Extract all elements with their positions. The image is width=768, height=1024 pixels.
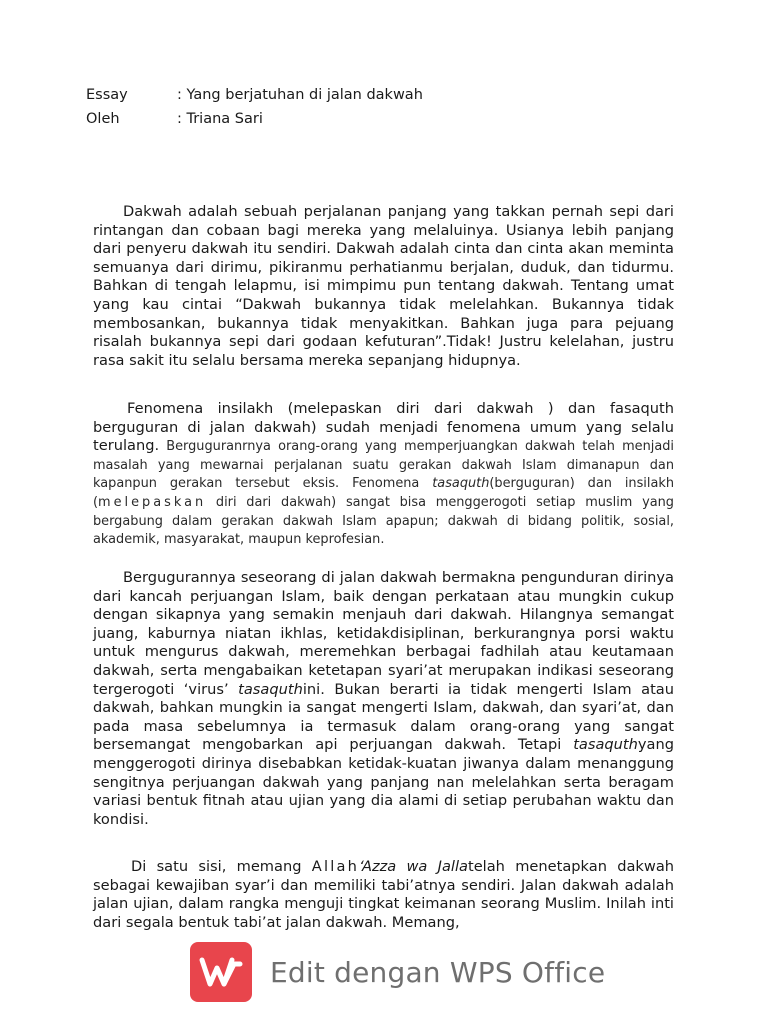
author-row <box>86 109 263 129</box>
paragraph-3 <box>93 569 674 829</box>
paragraph-2-run-3: diri dari dakwah) sangat bisa menggerogoti setiap muslim yang bergabung dalam gerakan dakwah Islam apapun; dakwah di bidang politik, sosial, akademik, masyarakat, maupun keprofesian. <box>93 494 674 548</box>
paragraph-4 <box>93 858 674 932</box>
wps-edit-text[interactable]: Edit dengan WPS Office <box>270 955 606 989</box>
essay-label: Essay <box>86 87 128 103</box>
author-name: : Triana Sari <box>177 111 263 127</box>
paragraph-2-spaced-word: melepaskan <box>98 494 207 510</box>
paragraph-2-run-2: (berguguran) dan insilakh ( <box>93 476 674 510</box>
paragraph-1 <box>93 203 674 370</box>
paragraph-3-run-1: Bergugurannya seseorang di jalan dakwah bermakna pengunduran dirinya dari kancah perjuangan Islam, baik dengan perkataan atau mungkin cukup dengan sikapnya yang semakin menjauh dari dakwah. Hilangnya semangat juang, kaburnya niatan ikhlas, ketidakdisiplinan, berkurangnya porsi waktu untuk mengurus dakwah, meremehkan berbagai fadhilah atau keutamaan dakwah, serta mengabaikan ketetapan syari’at merupakan indikasi seseorang tergerogoti ‘virus’ <box>93 569 674 698</box>
paragraph-2-run-1: Berguguranrnya orang-orang yang memperjuangkan dakwah telah menjadi masalah yang mewarnai perjalanan suatu gerakan dakwah Islam dimanapun dan kapanpun gerakan tersebut eksis. Fenomena <box>93 439 674 492</box>
paragraph-3-run-2: ini. Bukan berarti ia tidak mengerti Islam atau dakwah, bahkan mungkin ia sangat mengerti Islam, dakwah, dan syari’at, dan pada masa sebelumnya ia termasuk dalam orang-orang yang sangat bersemangat mengobarkan api perjuangan dakwah. Tetapi <box>93 680 674 754</box>
paragraph-2-lead: Fenomena insilakh (melepaskan diri dari dakwah ) dan fasaquth berguguran di jalan dakwah) sudah menjadi fenomena umum yang selalu terulang. <box>93 400 674 455</box>
paragraph-2-term-tasaquth: tasaquth <box>432 476 490 492</box>
author-label: Oleh <box>86 111 120 127</box>
wps-logo-icon <box>190 942 252 1002</box>
paragraph-2-body <box>93 439 674 547</box>
paragraph-1-text: Dakwah adalah sebuah perjalanan panjang yang takkan pernah sepi dari rintangan dan cobaan bagi mereka yang melaluinya. Usianya lebih panjang dari penyeru dakwah itu sendiri. Dakwah adalah cinta dan cinta akan meminta semuanya dari dirimu, pikiranmu perhatianmu berjalan, duduk, dan tidurmu. Bahkan di tengah lelapmu, isi mimpimu pun tentang dakwah. Tentang umat yang kau cintai “Dakwah bukannya tidak melelahkan. Bukannya tidak membosankan, bukannya tidak menyakitkan. Bahkan juga para pejuang risalah bukannya sepi dari godaan kefuturan”.Tidak! Justru kelelahan, justru rasa sakit itu selalu bersama mereka sepanjang hidupnya. <box>93 203 674 369</box>
paragraph-4-run-1: Di satu sisi, memang <box>131 858 312 875</box>
paragraph-4-allah: Allah <box>311 858 360 875</box>
paragraph-4-run-2: telah menetapkan dakwah sebagai kewajiban syar’i dan memiliki tabi’atnya sendiri. Jalan dakwah adalah jalan ujian, dalam rangka menguji tingkat keimanan seorang Muslim. Inilah inti dari segala bentuk tabi’at jalan dakwah. Memang, <box>93 858 675 931</box>
paragraph-2 <box>93 400 674 549</box>
paragraph-4-azza-wa-jalla: ‘Azza wa Jalla <box>359 858 468 875</box>
wps-edit-banner[interactable] <box>190 942 605 1002</box>
paragraph-3-term-2: tasaquth <box>573 736 638 754</box>
paragraph-3-run-3: yang menggerogoti dirinya disebabkan ketidak-kuatan jiwanya dalam menanggung sengitnya perjuangan dakwah yang panjang nan melelahkan serta beragam variasi bentuk fitnah atau ujian yang dia alami di setiap perubahan waktu dan kondisi. <box>93 736 674 828</box>
paragraph-3-term-1: tasaquth <box>238 680 303 698</box>
essay-title-row <box>86 85 423 105</box>
essay-title: : Yang berjatuhan di jalan dakwah <box>177 87 423 103</box>
